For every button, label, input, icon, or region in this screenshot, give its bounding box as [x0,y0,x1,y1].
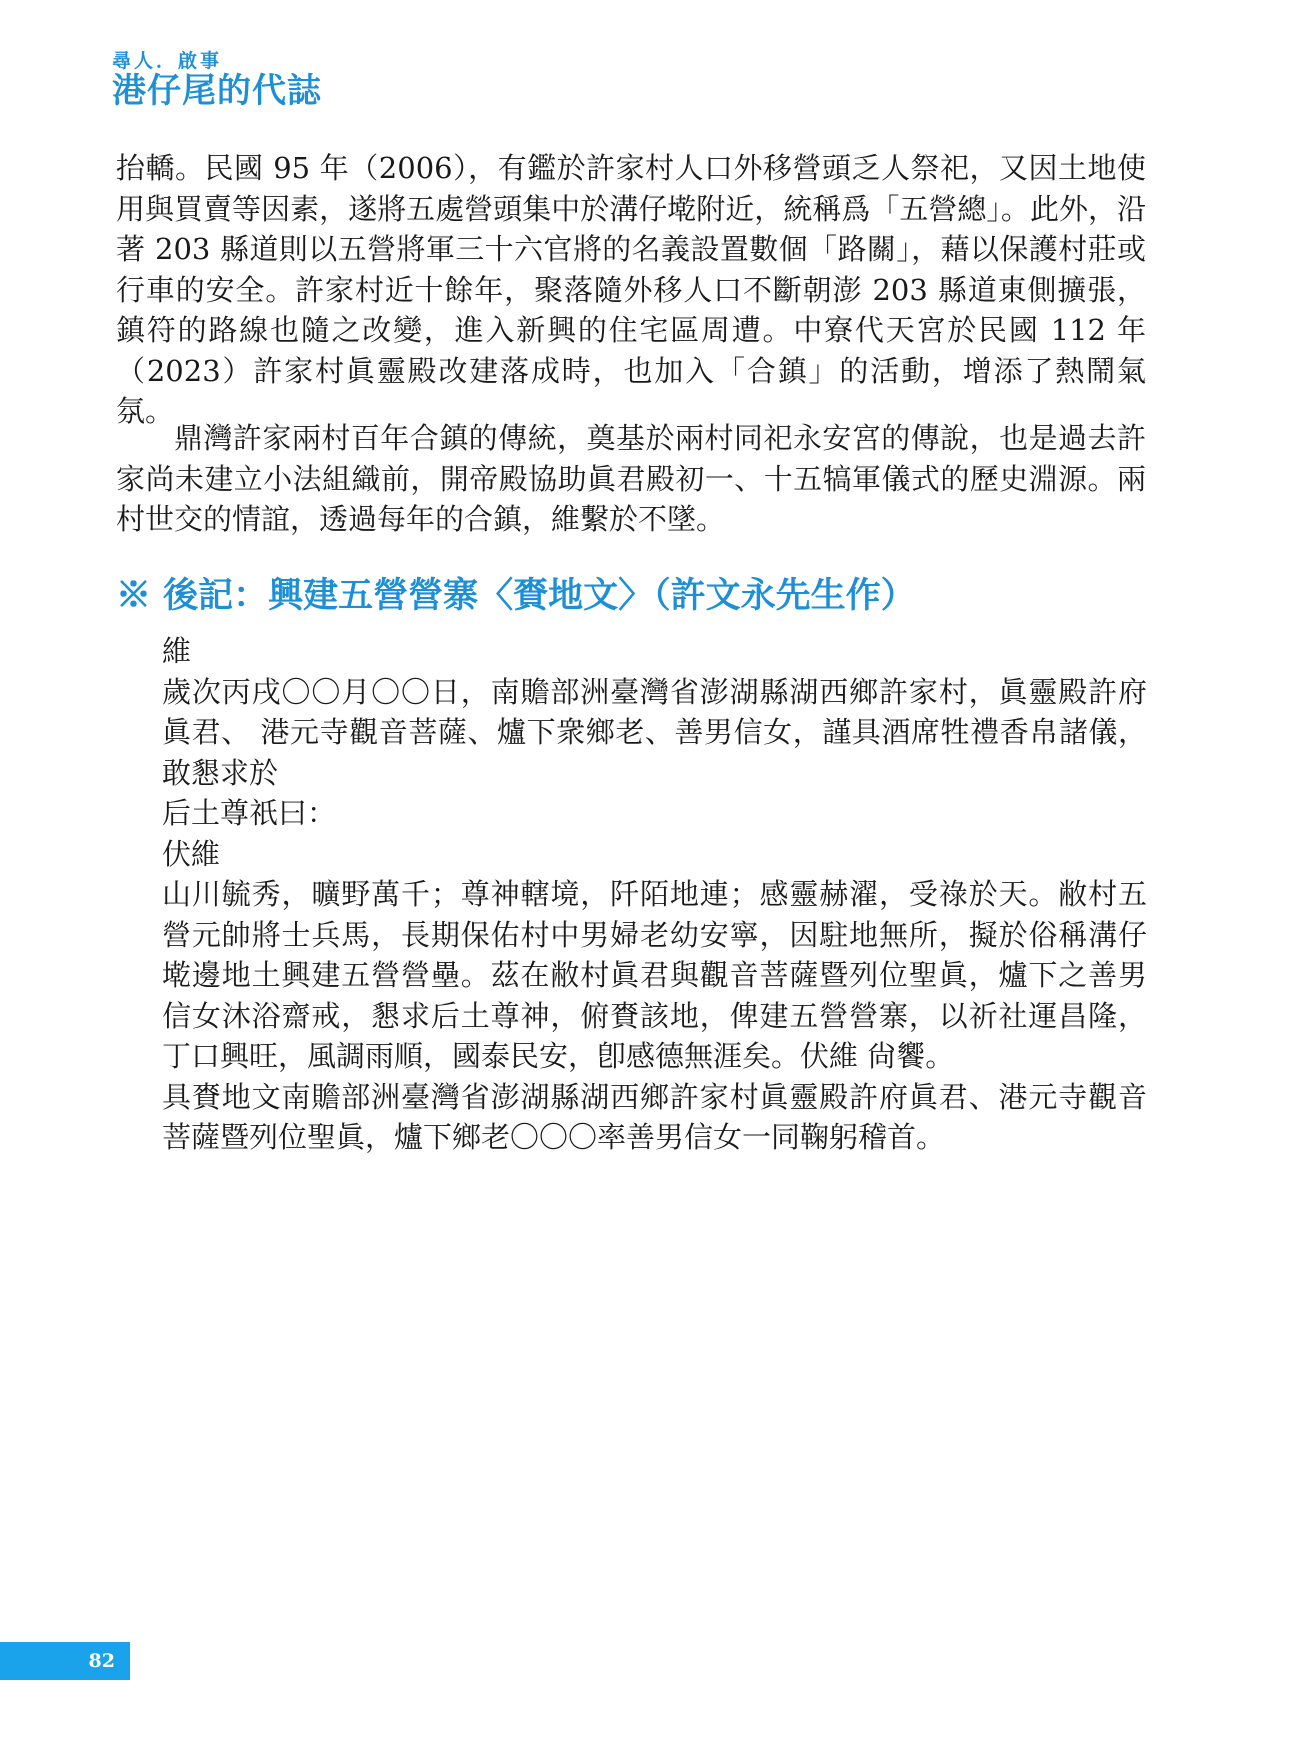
header-subtitle: 尋人．啟事 [112,50,223,72]
prayer-text [162,631,1147,1158]
prayer-line: 維 [162,634,192,668]
prayer-line: 伏維 [162,836,221,871]
section-heading: ※ 後記：興建五營營寨〈賚地文〉（許文永先生作） [116,575,916,616]
page-number: 82 [0,1642,130,1680]
paragraph-1: 抬轎。民國 95 年（2006），有鑑於許家村人口外移營頭乏人祭祀，又因土地使用與買賣等因素，遂將五處營頭集中於溝仔墘附近，統稱爲「五營總」。此外，沿著 203 縣道則以五營將軍三十六官將的名義設置數個「路關」，藉以保護村莊或行車的安全。許家村近十餘年，聚落隨外移人口不斷朝澎 203 縣道東側擴張，鎮符的路線也隨之改變，進入新興的住宅區周遭。中寮代天宮於民國 112 年（2023）許家村眞靈殿改建落成時，也加入「合鎮」的活動，增添了熱鬧氣氛。 [116,151,1146,428]
running-header [112,50,322,110]
prayer-line: 具賚地文南贍部洲臺灣省澎湖縣湖西鄉許家村眞靈殿許府眞君、港元寺觀音菩薩暨列位聖眞，爐下鄉老〇〇〇率善男信女一同鞠躬稽首。 [162,1079,1147,1154]
prayer-line: 后土尊祇曰： [162,796,337,830]
prayer-line: 歲次丙戌〇〇月〇〇日，南贍部洲臺灣省澎湖縣湖西鄉許家村，眞靈殿許府眞君、 港元寺觀音菩薩、爐下衆鄉老、善男信女，謹具酒席牲禮香帛諸儀，敢懇求於 [162,674,1147,790]
paragraph-2: 鼎灣許家兩村百年合鎮的傳統，奠基於兩村同祀永安宮的傳說，也是過去許家尚未建立小法組織前，開帝殿協助眞君殿初一、十五犒軍儀式的歷史淵源。兩村世交的情誼，透過每年的合鎮，維繫於不墜。 [116,421,1146,536]
prayer-line: 山川毓秀，曠野萬千；尊神轄境，阡陌地連；感靈赫濯，受祿於天。敝村五營元帥將士兵馬，長期保佑村中男婦老幼安寧，因駐地無所，擬於俗稱溝仔墘邊地土興建五營營壘。茲在敝村眞君與觀音菩薩暨列位聖眞，爐下之善男信女沐浴齋戒，懇求后土尊神，俯賚該地，俾建五營營寨，以祈社運昌隆，丁口興旺，風調雨順，國泰民安，卽感德無涯矣。伏維 尙饗。 [162,877,1147,1073]
header-title: 港仔尾的代誌 [112,71,322,111]
